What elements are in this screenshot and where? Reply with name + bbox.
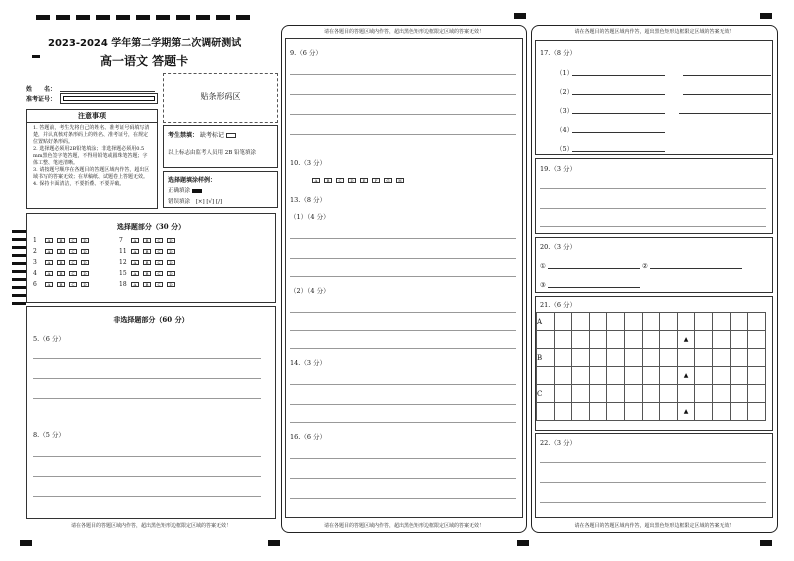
timing-mark: [136, 15, 150, 20]
option-bubble[interactable]: C: [69, 238, 77, 243]
answer-line[interactable]: [572, 151, 665, 152]
timing-mark: [268, 540, 280, 546]
q20-mark: ①: [540, 262, 546, 270]
answer-line[interactable]: [33, 378, 261, 379]
answer-line[interactable]: [33, 476, 261, 477]
grid-cell[interactable]: [554, 385, 572, 403]
grid-cell[interactable]: [712, 403, 730, 421]
q17-item: （2）: [556, 88, 574, 96]
option-bubble[interactable]: D: [167, 260, 175, 265]
mc-question-number: 1: [33, 237, 37, 244]
timing-mark: [116, 15, 130, 20]
grid-cell[interactable]: [748, 367, 766, 385]
timing-mark: [236, 15, 250, 20]
answer-line[interactable]: [33, 398, 261, 399]
answer-line[interactable]: [33, 456, 261, 457]
option-bubble[interactable]: B: [57, 282, 65, 287]
q8-label: 8.（5 分）: [33, 431, 65, 439]
option-bubble[interactable]: C: [155, 249, 163, 254]
timing-mark: [156, 15, 170, 20]
correct-fill-mark: [192, 189, 202, 193]
answer-line[interactable]: [572, 75, 665, 76]
option-bubble[interactable]: A: [45, 249, 53, 254]
exam-title: 2023-2024 学年第二学期第二次调研测试: [48, 38, 242, 49]
answer-line[interactable]: [290, 498, 516, 499]
grid-cell[interactable]: [589, 403, 607, 421]
grid-cell[interactable]: [607, 403, 625, 421]
answer-line[interactable]: [540, 462, 766, 463]
answer-line[interactable]: [290, 330, 516, 331]
timing-mark: [517, 540, 529, 546]
answer-line[interactable]: [290, 312, 516, 313]
grid-cell[interactable]: [554, 367, 572, 385]
q17-item: （1）: [556, 69, 574, 77]
grid-cell[interactable]: [660, 349, 678, 367]
answer-line[interactable]: [290, 384, 516, 385]
grid-cell[interactable]: [748, 331, 766, 349]
grid-cell[interactable]: [712, 367, 730, 385]
answer-line[interactable]: [540, 188, 766, 189]
grid-cell[interactable]: [589, 385, 607, 403]
fill-sample-title: 选择题填涂样例：: [168, 177, 217, 184]
notice-item: 1. 答题前，考生先将自己的姓名、准考证号码填写清楚，并认真核对条形码上的姓名、准考证号，在规定位置贴好条形码。: [33, 125, 150, 145]
grid-cell[interactable]: [589, 331, 607, 349]
option-bubble[interactable]: A: [131, 249, 139, 254]
option-bubble[interactable]: D: [167, 249, 175, 254]
notice-box: [26, 109, 158, 209]
barcode-label: 贴条形码区: [200, 92, 241, 101]
grid-cell[interactable]: [642, 367, 660, 385]
answer-line[interactable]: [650, 268, 742, 269]
side-timing-marks: [12, 230, 26, 310]
option-bubble[interactable]: A: [131, 282, 139, 287]
grid-cell[interactable]: [695, 331, 713, 349]
grid-cell[interactable]: [677, 349, 695, 367]
option-bubble[interactable]: A: [312, 178, 320, 183]
option-bubble[interactable]: A: [45, 271, 53, 276]
name-line: [60, 91, 155, 92]
grid-cell[interactable]: [660, 385, 678, 403]
option-bubble[interactable]: B: [143, 238, 151, 243]
area-notice-left-bottom: 请在各题目的答题区域内作答，超出黑色矩形边框限定区域的答案无效！: [70, 523, 231, 529]
grid-cell[interactable]: [748, 403, 766, 421]
option-bubble[interactable]: B: [143, 260, 151, 265]
barcode-area: [163, 73, 278, 123]
q10-label: 10.（3 分）: [290, 159, 327, 167]
timing-mark: [176, 15, 190, 20]
grid-cell[interactable]: [572, 331, 590, 349]
timing-mark: [514, 13, 526, 19]
mc-question-row: [119, 281, 179, 288]
answer-line[interactable]: [290, 348, 516, 349]
grid-cell[interactable]: [537, 403, 555, 421]
option-bubble[interactable]: D: [167, 238, 175, 243]
mc-question-row: [119, 237, 179, 244]
q20-label: 20.（3 分）: [540, 243, 577, 251]
q13-1-label: （1）（4 分）: [290, 213, 330, 221]
area-notice-top: 请在各题目的答题区域内作答，超出黑色矩形边框限定区域的答案无效！: [323, 29, 484, 35]
option-bubble[interactable]: C: [155, 260, 163, 265]
grid-cell[interactable]: [660, 313, 678, 331]
q13-label: 13.（8 分）: [290, 196, 327, 204]
option-bubble[interactable]: B: [57, 260, 65, 265]
q13-2-label: （2）（4 分）: [290, 287, 330, 295]
q22-label: 22.（3 分）: [540, 439, 577, 447]
option-bubble[interactable]: A: [45, 238, 53, 243]
option-bubble[interactable]: C: [69, 282, 77, 287]
grid-cell[interactable]: ▲: [677, 367, 695, 385]
mc-question-row: [33, 281, 93, 288]
id-label: 准考证号：: [26, 96, 57, 103]
grid-cell[interactable]: ▲: [677, 403, 695, 421]
option-bubble[interactable]: B: [143, 271, 151, 276]
option-bubble[interactable]: F: [372, 178, 380, 183]
grid-cell[interactable]: [554, 331, 572, 349]
answer-line[interactable]: [540, 208, 766, 209]
q20-mark: ③: [540, 281, 546, 289]
mc-question-row: [119, 248, 179, 255]
nonmc-section-title: 非选择题部分（60 分）: [113, 315, 189, 324]
mc-question-row: [119, 259, 179, 266]
grid-cell[interactable]: [695, 313, 713, 331]
answer-line[interactable]: [290, 258, 516, 259]
grid-cell[interactable]: [730, 349, 748, 367]
grid-cell[interactable]: [642, 385, 660, 403]
mc-question-row: [33, 248, 93, 255]
grid-cell[interactable]: [537, 367, 555, 385]
answer-line[interactable]: [572, 113, 665, 114]
answer-line[interactable]: [540, 502, 766, 503]
grid-cell[interactable]: [695, 367, 713, 385]
option-bubble[interactable]: A: [131, 260, 139, 265]
q9-label: 9.（6 分）: [290, 49, 322, 57]
grid-cell[interactable]: [624, 403, 642, 421]
grid-cell[interactable]: [748, 385, 766, 403]
answer-line[interactable]: [540, 482, 766, 483]
absent-box: [163, 125, 278, 168]
answer-line[interactable]: [548, 287, 640, 288]
mc-section-title: 选择题部分（30 分）: [116, 222, 186, 231]
option-bubble[interactable]: C: [155, 271, 163, 276]
wrong-fill-label: 错误填涂: [168, 199, 191, 205]
grid-cell[interactable]: [748, 349, 766, 367]
grid-cell[interactable]: [730, 313, 748, 331]
notice-item: 2. 选择题必须用2B铅笔填涂；非选择题必须用0.5 mm黑色签字笔答题，不得用铅笔或圆珠笔答题；字体工整、笔迹清晰。: [33, 146, 148, 166]
timing-mark: [196, 15, 210, 20]
option-bubble[interactable]: A: [131, 238, 139, 243]
fill-sample-box: [163, 171, 278, 208]
mc-question-row: [33, 270, 93, 277]
q20-mark: ②: [642, 262, 648, 270]
grid-cell[interactable]: [572, 349, 590, 367]
answer-line[interactable]: [290, 74, 516, 75]
answer-line[interactable]: [679, 113, 771, 114]
grid-cell[interactable]: [712, 331, 730, 349]
grid-cell[interactable]: [748, 313, 766, 331]
grid-cell[interactable]: [730, 385, 748, 403]
grid-row-label: A: [537, 313, 555, 331]
option-bubble[interactable]: D: [167, 271, 175, 276]
timing-mark: [36, 15, 50, 20]
grid-cell[interactable]: [642, 349, 660, 367]
grid-cell[interactable]: [695, 385, 713, 403]
answer-line[interactable]: [540, 226, 766, 227]
mc-question-row: [33, 259, 93, 266]
grid-cell[interactable]: [589, 349, 607, 367]
option-bubble[interactable]: G: [384, 178, 392, 183]
mc-question-number: 7: [119, 237, 123, 244]
notice-item: 3. 请按题号顺序在各题目的答题区域内作答，超出区域书写的答案无效；在草稿纸、试题卷上答题无效。: [33, 167, 150, 180]
grid-cell[interactable]: [554, 349, 572, 367]
mc-question-number: 3: [33, 259, 37, 266]
subject-title: 高一语文 答题卡: [100, 54, 189, 68]
notice-item: 4. 保持卡面清洁，不要折叠、不要弄破。: [33, 181, 125, 187]
grid-cell[interactable]: [554, 403, 572, 421]
answer-area: [535, 40, 773, 155]
absent-label: 考生禁填：: [168, 132, 199, 139]
answer-line[interactable]: [290, 94, 516, 95]
option-bubble[interactable]: H: [396, 178, 404, 183]
option-bubble[interactable]: D: [81, 271, 89, 276]
absent-mark-label: 缺考标记: [199, 132, 224, 139]
grid-cell[interactable]: [572, 385, 590, 403]
answer-line[interactable]: [290, 134, 516, 135]
mc-question-number: 6: [33, 281, 37, 288]
answer-area: [285, 38, 523, 518]
grid-cell[interactable]: [607, 367, 625, 385]
q5-label: 5.（6 分）: [33, 335, 65, 343]
grid-cell[interactable]: [624, 385, 642, 403]
grid-cell[interactable]: [677, 385, 695, 403]
mc-section: [26, 213, 276, 303]
answer-line[interactable]: [572, 94, 665, 95]
grid-cell[interactable]: [660, 367, 678, 385]
mc-question-number: 18: [119, 281, 127, 288]
option-bubble[interactable]: B: [324, 178, 332, 183]
option-bubble[interactable]: D: [81, 238, 89, 243]
answer-line[interactable]: [683, 75, 771, 76]
mc-question-number: 15: [119, 270, 127, 277]
grid-cell[interactable]: [730, 403, 748, 421]
grid-cell[interactable]: [677, 313, 695, 331]
option-bubble[interactable]: B: [57, 238, 65, 243]
timing-mark: [32, 55, 40, 58]
grid-cell[interactable]: [660, 403, 678, 421]
grid-cell[interactable]: [589, 367, 607, 385]
timing-mark: [96, 15, 110, 20]
grid-row-label: B: [537, 349, 555, 367]
grid-cell[interactable]: [642, 403, 660, 421]
grid-cell[interactable]: [607, 313, 625, 331]
grid-cell[interactable]: [730, 331, 748, 349]
timing-mark: [76, 15, 90, 20]
mc-question-row: [119, 270, 179, 277]
q17-item: （4）: [556, 126, 574, 134]
option-bubble[interactable]: E: [360, 178, 368, 183]
grid-cell[interactable]: [712, 385, 730, 403]
option-bubble[interactable]: A: [45, 260, 53, 265]
option-bubble[interactable]: B: [143, 282, 151, 287]
q21-label: 21.（6 分）: [540, 301, 577, 309]
grid-cell[interactable]: [624, 331, 642, 349]
q21-grid: [536, 312, 766, 421]
option-bubble[interactable]: D: [81, 282, 89, 287]
timing-mark: [760, 540, 772, 546]
option-bubble[interactable]: B: [57, 249, 65, 254]
q14-label: 14.（3 分）: [290, 359, 327, 367]
grid-cell[interactable]: [537, 331, 555, 349]
grid-cell[interactable]: [624, 349, 642, 367]
option-bubble[interactable]: B: [57, 271, 65, 276]
timing-mark: [760, 13, 772, 19]
answer-line[interactable]: [572, 132, 665, 133]
grid-cell[interactable]: [554, 313, 572, 331]
q16-label: 16.（6 分）: [290, 433, 327, 441]
grid-cell[interactable]: [589, 313, 607, 331]
option-bubble[interactable]: C: [69, 249, 77, 254]
q17-item: （5）: [556, 145, 574, 153]
option-bubble[interactable]: D: [348, 178, 356, 183]
answer-line[interactable]: [290, 238, 516, 239]
option-bubble[interactable]: C: [69, 260, 77, 265]
mc-question-number: 4: [33, 270, 37, 277]
grid-cell[interactable]: [607, 385, 625, 403]
q10-options: [312, 177, 408, 184]
option-bubble[interactable]: C: [155, 282, 163, 287]
answer-line[interactable]: [33, 496, 261, 497]
grid-cell[interactable]: [712, 313, 730, 331]
correct-fill-label: 正确填涂: [168, 188, 191, 194]
q17-item: （3）: [556, 107, 574, 115]
option-bubble[interactable]: B: [143, 249, 151, 254]
mc-question-row: [33, 237, 93, 244]
answer-line[interactable]: [290, 276, 516, 277]
name-label: 姓 名：: [26, 86, 57, 93]
answer-line[interactable]: [548, 268, 640, 269]
grid-cell[interactable]: [624, 367, 642, 385]
answer-line[interactable]: [290, 422, 516, 423]
option-bubble[interactable]: C: [336, 178, 344, 183]
option-bubble[interactable]: A: [131, 271, 139, 276]
answer-line[interactable]: [290, 404, 516, 405]
q17-label: 17.（8 分）: [540, 49, 577, 57]
grid-cell[interactable]: [624, 313, 642, 331]
answer-line[interactable]: [33, 358, 261, 359]
timing-mark: [56, 15, 70, 20]
option-bubble[interactable]: D: [81, 260, 89, 265]
area-notice-bottom: 请在各题目的答题区域内作答，超出黑色矩形边框限定区域的答案无效！: [574, 523, 735, 529]
answer-line[interactable]: [290, 114, 516, 115]
mc-question-number: 11: [119, 248, 127, 255]
grid-cell[interactable]: [695, 403, 713, 421]
grid-row-label: C: [537, 385, 555, 403]
wrong-fill-marks: [×] [√] [/]: [195, 199, 223, 205]
grid-cell[interactable]: [695, 349, 713, 367]
q19-label: 19.（3 分）: [540, 165, 577, 173]
absent-desc: 以上标志由监考人员用 2B 铅笔填涂: [168, 150, 257, 156]
mc-question-number: 2: [33, 248, 37, 255]
answer-line[interactable]: [290, 458, 516, 459]
grid-cell[interactable]: [572, 367, 590, 385]
option-bubble[interactable]: D: [81, 249, 89, 254]
area-notice-bottom: 请在各题目的答题区域内作答，超出黑色矩形边框限定区域的答案无效！: [323, 523, 484, 529]
mc-question-number: 12: [119, 259, 127, 266]
option-bubble[interactable]: A: [45, 282, 53, 287]
grid-cell[interactable]: [660, 331, 678, 349]
absent-mark-checkbox[interactable]: [226, 133, 236, 138]
answer-line[interactable]: [290, 478, 516, 479]
answer-line[interactable]: [683, 94, 771, 95]
grid-cell[interactable]: [712, 349, 730, 367]
grid-cell[interactable]: ▲: [677, 331, 695, 349]
grid-cell[interactable]: [572, 403, 590, 421]
notice-title: 注意事项: [27, 110, 157, 123]
grid-cell[interactable]: [607, 331, 625, 349]
option-bubble[interactable]: C: [155, 238, 163, 243]
option-bubble[interactable]: C: [69, 271, 77, 276]
option-bubble[interactable]: D: [167, 282, 175, 287]
grid-cell[interactable]: [642, 313, 660, 331]
area-notice-top: 请在各题目的答题区域内作答，超出黑色矩形边框限定区域的答案无效！: [574, 29, 735, 35]
grid-cell[interactable]: [642, 331, 660, 349]
id-input[interactable]: [60, 93, 158, 104]
grid-cell[interactable]: [607, 349, 625, 367]
timing-mark: [216, 15, 230, 20]
grid-cell[interactable]: [572, 313, 590, 331]
timing-mark: [20, 540, 32, 546]
grid-cell[interactable]: [730, 367, 748, 385]
